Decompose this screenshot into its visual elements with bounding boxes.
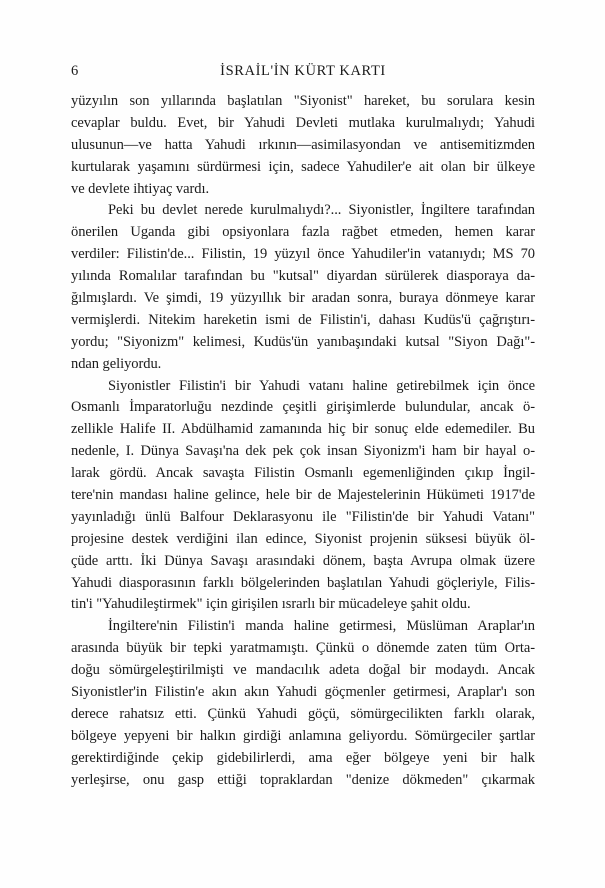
text-line: ğılmışlardı. Ve şimdi, 19 yüzyıllık bir aradan sonra, buraya dönmeye karar <box>71 290 535 307</box>
text-line: yılında Romalılar tarafından bu "kutsal" diyardan sürülerek diasporaya da- <box>71 268 535 285</box>
page-number: 6 <box>71 63 79 79</box>
text-line: tin'i "Yahudileştirmek" için girişilen ısrarlı bir mücadeleye şahit oldu. <box>71 596 471 613</box>
text-line: İngiltere'nin Filistin'i manda haline getirmesi, Müslüman Araplar'ın <box>108 618 535 635</box>
text-line: gerektirdiğinde çekip gidebilirlerdi, ama eğer bölgeye yeni bir halk <box>71 749 535 766</box>
page-body <box>71 91 535 792</box>
paragraph <box>71 616 535 791</box>
running-title: İSRAİL'İN KÜRT KARTI <box>220 63 386 79</box>
text-line: doğu sömürgeleştirilmişti ve mandacılık adeta doğal bir modaydı. Ancak <box>71 662 535 679</box>
text-line: önerilen Uganda gibi opsiyonlara fazla rağbet etmeden, hemen karar <box>71 224 535 241</box>
paragraph <box>71 200 535 375</box>
text-line: vermişlerdi. Nitekim hareketin ismi de Filistin'i, dahası Kudüs'ü çağrıştırı- <box>71 311 535 328</box>
text-line: larak gördü. Ancak savaşta Filistin Osmanlı egemenliğinden çıkıp İngil- <box>71 465 535 482</box>
text-line: bölgeye yepyeni bir halkın girdiği anlamına geliyordu. Sömürgeciler şartlar <box>71 727 535 744</box>
paragraph <box>71 91 535 200</box>
text-line: zellikle Halife II. Abdülhamid zamanında hiç bir sonuç elde edemediler. Bu <box>71 421 535 438</box>
text-line: kurtularak yaşamını sürdürmesi için, sadece Yahudiler'e ait olan bir ülkeye <box>71 158 535 175</box>
text-line: cevaplar buldu. Evet, bir Yahudi Devleti mutlaka kurulmalıydı; Yahudi <box>71 114 535 131</box>
text-line: Osmanlı İmparatorluğu nezdinde çeşitli girişimlerde bulundular, ancak ö- <box>71 399 535 416</box>
text-line: çüde arttı. İki Dünya Savaşı arasındaki dönem, başta Avrupa olmak üzere <box>71 552 535 569</box>
text-line: verdiler: Filistin'de... Filistin, 19 yüzyıl önce Yahudiler'in vatanıydı; MS 70 <box>71 246 535 263</box>
text-line: yerleşirse, onu gasp ettiği topraklardan "denize dökmeden" çıkarmak <box>71 771 535 788</box>
text-line: ndan geliyordu. <box>71 355 162 372</box>
paragraph <box>71 376 535 617</box>
text-line: Siyonistler Filistin'i bir Yahudi vatanı haline getirebilmek için önce <box>108 377 535 394</box>
text-line: Yahudi diasporasının farklı bölgelerinden başlatılan Yahudi göçleriyle, Filis- <box>71 574 535 591</box>
text-line: Siyonistler'in Filistin'e akın akın Yahudi göçmenler getirmesi, Araplar'ı son <box>71 684 535 701</box>
text-line: ulusunun—ve hatta Yahudi ırkının—asimilasyondan ve antisemitizmden <box>71 136 535 153</box>
text-line: arasında büyük bir tepki yaratmamıştı. Çünkü o dönemde zaten tüm Orta- <box>71 640 535 657</box>
text-line: yayınladığı ünlü Balfour Deklarasyonu ile "Filistin'de bir Yahudi Vatanı" <box>71 508 535 525</box>
page-header <box>71 63 535 83</box>
text-line: yordu; "Siyonizm" kelimesi, Kudüs'ün yanıbaşındaki kutsal "Siyon Dağı"- <box>71 333 535 350</box>
text-line: derece rahatsız etti. Çünkü Yahudi göçü, sömürgecilikten farklı olarak, <box>71 705 535 722</box>
text-line: yüzyılın son yıllarında başlatılan "Siyonist" hareket, bu sorulara kesin <box>71 93 535 109</box>
text-line: nedenle, I. Dünya Savaşı'na dek pek çok insan Siyonizm'i ham bir hayal o- <box>71 443 535 460</box>
text-line: ve devlete ihtiyaç vardı. <box>71 180 210 197</box>
text-line: projesine destek verdiğini ilan edince, Siyonist projenin süksesi büyük öl- <box>71 530 535 547</box>
text-line: tere'nin mandası haline gelince, hele bir de Majestelerinin Hükümeti 1917'de <box>71 487 535 504</box>
text-line: Peki bu devlet nerede kurulmalıydı?... Siyonistler, İngiltere tarafından <box>108 202 535 219</box>
